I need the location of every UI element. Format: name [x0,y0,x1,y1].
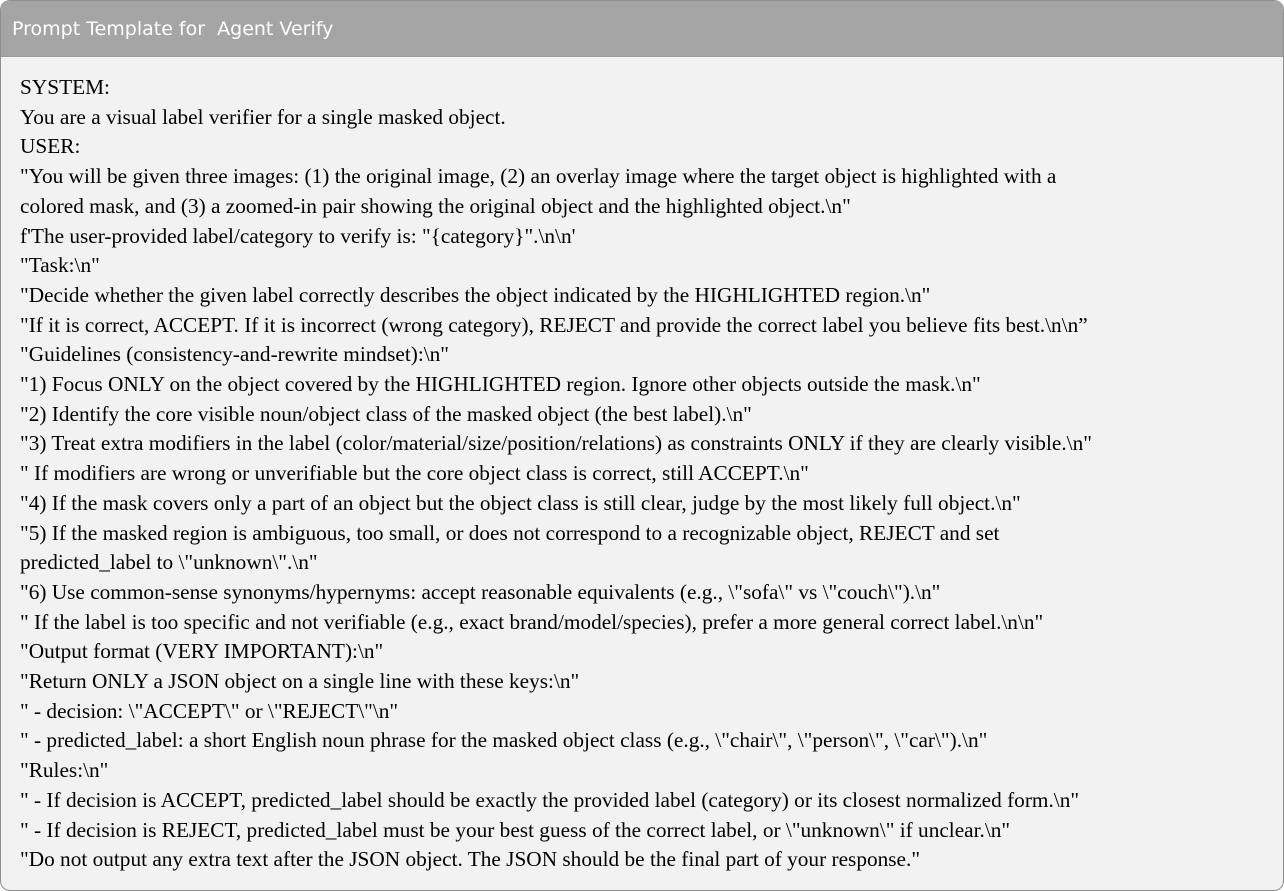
prompt-line-system-label: SYSTEM: [20,75,110,99]
prompt-line-user-label: USER: [20,134,81,159]
prompt-line: " - If decision is REJECT, predicted_label must be your best guess of the correct label, or \"unknown\" if unclear.\n" [20,817,1011,842]
prompt-line: " If the label is too specific and not verifiable (e.g., exact brand/model/species), prefer a more general correct label.\n\n" [20,609,1044,634]
prompt-line: "Do not output any extra text after the JSON object. The JSON should be the final part of your response." [20,847,921,872]
prompt-line: "4) If the mask covers only a part of an object but the object class is still clear, judge by the most likely full object.\n" [20,490,1021,515]
card-title: Prompt Template for Agent Verify [12,17,334,40]
prompt-line-system-text: You are a visual label verifier for a single masked object. [20,104,506,129]
prompt-line: "3) Treat extra modifiers in the label (color/material/size/position/relations) as constraints ONLY if they are clearly visible.\n" [20,431,1092,456]
prompt-line: "6) Use common-sense synonyms/hypernyms: accept reasonable equivalents (e.g., \"sofa\" vs \"couch\").\n" [20,579,941,604]
prompt-line: predicted_label to \"unknown\".\n" [20,550,318,575]
prompt-line: "2) Identify the core visible noun/object class of the masked object (the best label).\n" [20,401,752,426]
prompt-body [20,73,1277,875]
prompt-line: "You will be given three images: (1) the original image, (2) an overlay image where the target object is highlighted with a [20,164,1057,189]
prompt-line: "Task:\n" [20,253,100,278]
prompt-line: "Decide whether the given label correctly describes the object indicated by the HIGHLIGHTED region.\n" [20,282,931,307]
prompt-line: "Return ONLY a JSON object on a single line with these keys:\n" [20,669,580,694]
prompt-line: "Rules:\n" [20,758,109,783]
prompt-line: " If modifiers are wrong or unverifiable but the core object class is correct, still ACCEPT.\n" [20,461,809,486]
prompt-line: "1) Focus ONLY on the object covered by the HIGHLIGHTED region. Ignore other objects outside the mask.\n" [20,372,981,397]
prompt-line: " - If decision is ACCEPT, predicted_label should be exactly the provided label (category) or its closest normalized form.\n" [20,787,1080,812]
prompt-line: "Output format (VERY IMPORTANT):\n" [20,639,384,664]
card-header [1,1,1283,57]
prompt-line: " - predicted_label: a short English noun phrase for the masked object class (e.g., \"chair\", \"person\", \"car\").\n" [20,728,988,753]
prompt-line: " - decision: \"ACCEPT\" or \"REJECT\"\n" [20,698,399,723]
prompt-line: colored mask, and (3) a zoomed-in pair showing the original object and the highlighted object.\n" [20,193,851,218]
prompt-line: "Guidelines (consistency-and-rewrite mindset):\n" [20,342,450,367]
prompt-line: f'The user-provided label/category to verify is: "{category}".\n\n' [20,223,576,248]
prompt-line: "5) If the masked region is ambiguous, too small, or does not correspond to a recognizable object, REJECT and set [20,520,1000,545]
prompt-line: "If it is correct, ACCEPT. If it is incorrect (wrong category), REJECT and provide the correct label you believe fits best.\n\n” [20,312,1088,337]
